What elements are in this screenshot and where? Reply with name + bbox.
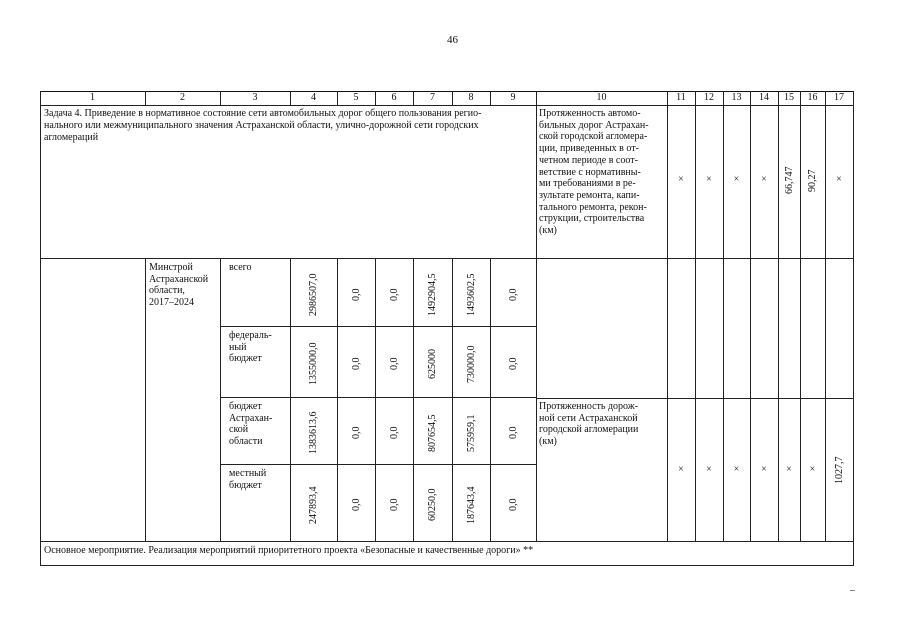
funding-value-c4: 1355000,0	[308, 342, 319, 385]
indicator2-text-line: (км)	[539, 436, 557, 448]
table-vline	[667, 91, 668, 542]
table-vline	[337, 258, 338, 542]
indicator-text-line: ветствие с нормативны-	[539, 166, 641, 178]
funding-value-c7: 807654,5	[427, 414, 438, 452]
table-vline	[490, 258, 491, 542]
funding-label-line: бюджет	[229, 401, 262, 412]
funding-label-line: местный	[229, 468, 267, 479]
table-vline	[375, 258, 376, 542]
task-text-line: Задача 4. Приведение в нормативное состояние сети автомобильных дорог общего пользования регио-	[44, 108, 482, 119]
column-header-8: 8	[468, 92, 474, 103]
funding-value-c6: 0,0	[388, 357, 400, 370]
column-header-15: 15	[784, 92, 794, 103]
table-vline	[536, 91, 537, 542]
funding-value-c7: 625000	[427, 348, 438, 379]
indicator2-mark-c16: ×	[809, 464, 816, 475]
executor-line: 2017–2024	[149, 296, 194, 308]
task-text-line: агломераций	[44, 132, 99, 143]
funding-label-line: Астрахан-	[229, 412, 273, 424]
table-vline	[825, 91, 826, 542]
indicator-text-line: Протяженность автомо-	[539, 108, 641, 119]
table-vline	[778, 91, 779, 542]
indicator-text-line: ции, приведенных в от-	[539, 143, 639, 155]
page-number: 46	[447, 34, 458, 46]
table-hline	[40, 541, 854, 542]
table-vline	[290, 258, 291, 542]
table-hline	[40, 105, 854, 106]
funding-value-c4: 2986507,0	[308, 273, 319, 316]
funding-value-c8: 575959,1	[465, 414, 477, 452]
table-vline	[40, 91, 41, 566]
table-hline	[40, 565, 854, 566]
task-mark-c15: 66,747	[783, 166, 795, 194]
column-header-10: 10	[596, 92, 607, 103]
task-mark-c14: ×	[761, 174, 767, 185]
funding-label-line: области	[229, 435, 263, 447]
funding-value-c9: 0,0	[507, 357, 519, 370]
executor-line: Астраханской	[149, 273, 209, 285]
indicator2-mark-c11: ×	[678, 464, 684, 475]
table-hline	[40, 258, 854, 259]
task-mark-c13: ×	[733, 174, 740, 185]
column-header-2: 2	[180, 92, 185, 103]
funding-value-c5: 0,0	[350, 288, 362, 301]
indicator-text-line: четном периоде в соот-	[539, 154, 638, 166]
indicator-text-line: зультате ремонта, капи-	[539, 189, 640, 201]
table-vline	[800, 91, 801, 542]
funding-value-c6: 0,0	[388, 426, 400, 439]
funding-label-line: федераль-	[229, 330, 272, 341]
column-header-4: 4	[311, 92, 316, 103]
indicator-text-line: тального ремонта, рекон-	[539, 201, 647, 213]
indicator2-mark-c12: ×	[706, 464, 712, 475]
table-vline	[220, 258, 221, 542]
task-mark-c17: ×	[836, 174, 842, 185]
funding-label-line: бюджет	[229, 479, 262, 491]
funding-value-c5: 0,0	[350, 357, 362, 370]
indicator-text-line: бильных дорог Астрахан-	[539, 119, 649, 131]
executor-line: Минстрой	[149, 262, 193, 273]
footer-row-text: Основное мероприятие. Реализация мероприятий приоритетного проекта «Безопасные и качественные дороги» **	[44, 545, 534, 556]
funding-label-line: ской	[229, 424, 249, 435]
column-header-5: 5	[353, 92, 359, 103]
funding-value-c7: 60250,0	[427, 488, 438, 521]
column-header-17: 17	[834, 92, 844, 103]
column-header-11: 11	[676, 92, 686, 103]
column-header-1: 1	[90, 92, 95, 103]
corner-mark: –	[850, 585, 855, 596]
funding-value-c9: 0,0	[507, 426, 519, 439]
indicator-text-line: ми требованиями в ре-	[539, 178, 636, 190]
indicator2-mark-c17: 1027,7	[833, 456, 845, 484]
indicator2-text-line: Протяженность дорож-	[539, 401, 639, 412]
task-mark-c12: ×	[706, 174, 712, 185]
task-mark-c16: 90,27	[807, 169, 818, 192]
funding-value-c7: 1492904,5	[427, 273, 438, 316]
table-vline	[695, 91, 696, 542]
table-vline	[145, 258, 146, 542]
column-header-16: 16	[807, 92, 818, 103]
funding-label-line: бюджет	[229, 353, 262, 364]
indicator2-text-line: ной сети Астраханской	[539, 412, 638, 424]
indicator2-mark-c13: ×	[733, 464, 740, 475]
funding-value-c9: 0,0	[507, 498, 519, 511]
funding-value-c8: 1493602,5	[465, 273, 477, 316]
funding-value-c4: 247893,4	[308, 486, 319, 524]
funding-label-line: ный	[229, 341, 247, 353]
task-text-line: нального или межмуниципального значения Астраханской области, улично-дорожной сети городских	[44, 120, 479, 131]
column-header-9: 9	[510, 92, 516, 103]
funding-value-c5: 0,0	[350, 426, 362, 439]
indicator2-mark-c15: ×	[786, 464, 792, 475]
column-header-7: 7	[430, 92, 435, 103]
column-header-14: 14	[759, 92, 769, 103]
funding-value-c5: 0,0	[350, 498, 362, 511]
funding-value-c8: 187643,4	[465, 486, 477, 524]
indicator-text-line: струкции, строительства	[539, 213, 645, 225]
funding-value-c6: 0,0	[388, 498, 400, 511]
task-mark-c11: ×	[678, 174, 684, 185]
table-vline	[750, 91, 751, 542]
executor-line: области,	[149, 285, 185, 296]
table-vline	[452, 258, 453, 542]
funding-value-c6: 0,0	[388, 288, 400, 301]
column-header-3: 3	[252, 92, 258, 103]
table-vline	[413, 258, 414, 542]
indicator-text-line: (км)	[539, 225, 557, 236]
indicator2-text-line: городской агломерации	[539, 424, 639, 436]
column-header-6: 6	[391, 92, 397, 103]
indicator2-mark-c14: ×	[761, 464, 767, 475]
column-header-12: 12	[704, 92, 714, 103]
funding-label-line: всего	[229, 262, 252, 273]
funding-value-c8: 730000,0	[465, 345, 477, 383]
table-vline	[723, 91, 724, 542]
funding-value-c4: 1383613,6	[308, 411, 319, 454]
table-vline	[853, 91, 854, 566]
indicator-text-line: ской городской агломера-	[539, 131, 648, 143]
funding-value-c9: 0,0	[507, 288, 519, 301]
column-header-13: 13	[731, 92, 742, 103]
